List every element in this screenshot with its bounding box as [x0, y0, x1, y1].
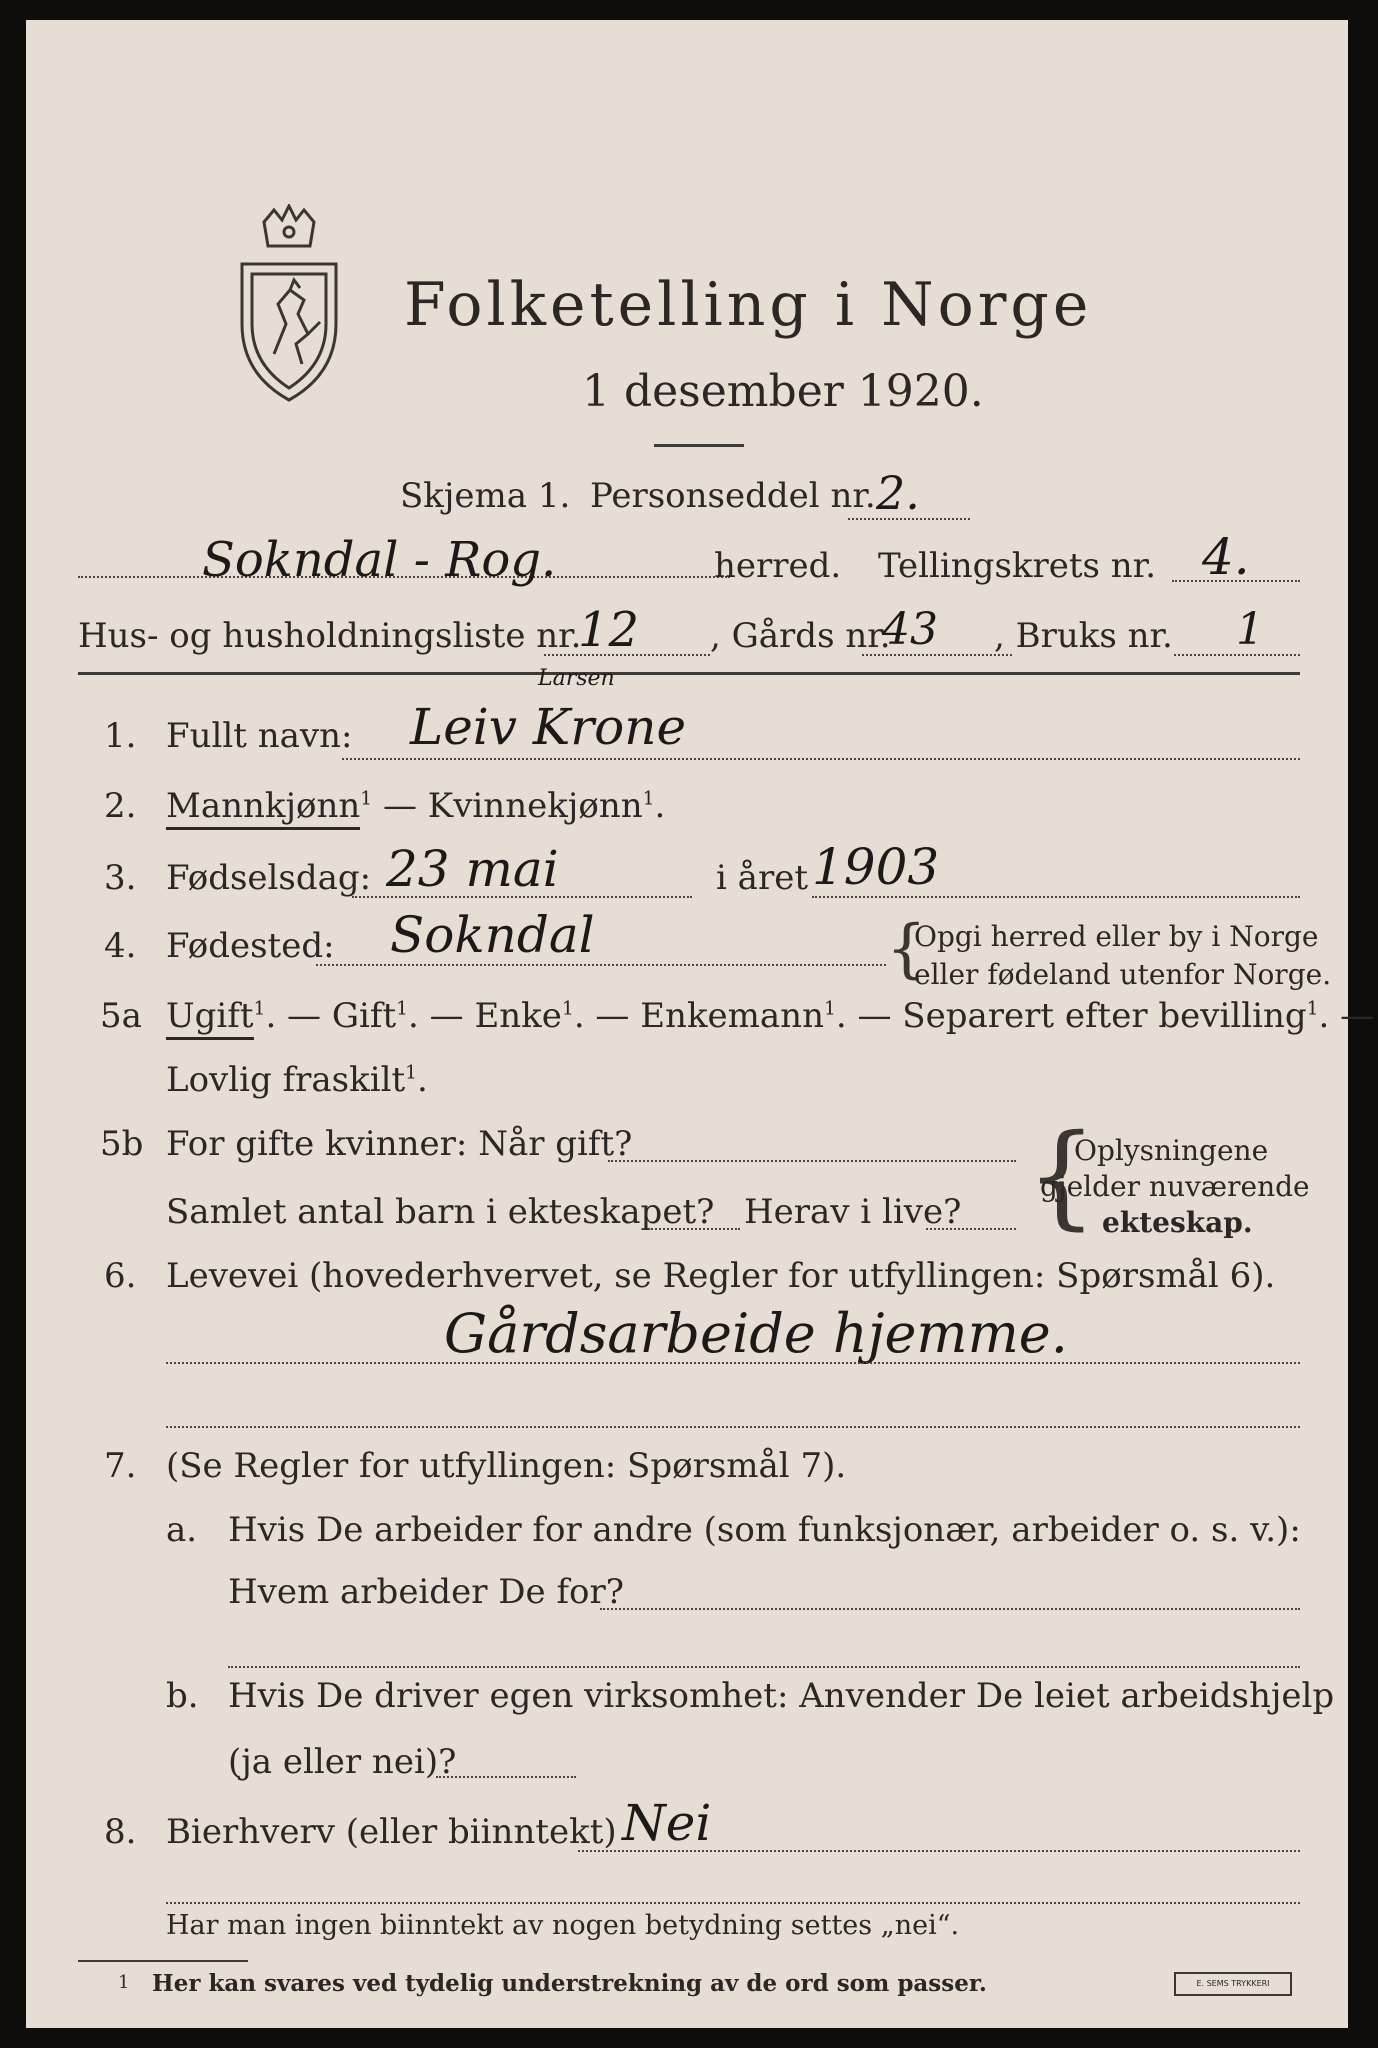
q7a-number: a. [166, 1510, 198, 1550]
q5b-married-when-dotline[interactable] [608, 1160, 1016, 1162]
male-option[interactable]: Mannkjønn [166, 786, 360, 830]
q3-label: Fødselsdag: [166, 858, 372, 898]
footer-note: Har man ingen biinntekt av nogen betydning settes „nei“. [166, 1910, 960, 1941]
q7-label: (Se Regler for utfyllingen: Spørsmål 7). [166, 1446, 847, 1486]
personseddel-label: Personseddel nr. [590, 476, 876, 516]
q7b-number: b. [166, 1676, 199, 1716]
q5b-children-label: Samlet antal barn i ekteskapet? [166, 1192, 715, 1232]
herred-label: herred. [714, 546, 842, 586]
q2-number: 2. [104, 786, 137, 826]
q3-year-label: i året [716, 858, 808, 898]
q7a-label: Hvis De arbeider for andre (som funksjonær, arbeider o. s. v.): [228, 1510, 1301, 1550]
q1-number: 1. [104, 716, 137, 756]
q5a-line1: Ugift$^1$. — Gift$^1$. — Enke$^1$. — Enkemann$^1$. — Separert efter bevilling$^1$. — [166, 996, 1374, 1036]
female-option[interactable]: — Kvinnekjønn [383, 786, 643, 826]
q7-number: 7. [104, 1446, 137, 1486]
q4-number: 4. [104, 926, 137, 966]
q4-note-line2: eller fødeland utenfor Norge. [914, 958, 1332, 991]
q5b-number: 5b [100, 1124, 144, 1164]
q7a-dotline2[interactable] [228, 1666, 1300, 1668]
header-separator [78, 672, 1300, 675]
occupation-value[interactable]: Gårdsarbeide hjemme. [444, 1302, 1068, 1365]
tellingskrets-label: Tellingskrets nr. [878, 546, 1157, 586]
q7b-dotline[interactable] [436, 1776, 576, 1778]
married-option[interactable]: . — Gift [265, 996, 397, 1036]
q7a-question: Hvem arbeider De for? [228, 1572, 624, 1612]
q5b-children-dotline[interactable] [648, 1228, 740, 1230]
q4-label: Fødested: [166, 926, 335, 966]
side-income-value[interactable]: Nei [622, 1794, 712, 1852]
q1-dotline [342, 758, 1300, 760]
title-divider [654, 444, 744, 447]
q7b-label: Hvis De driver egen virksomhet: Anvender De leiet arbeidshjelp [228, 1676, 1335, 1716]
q1-label: Fullt navn: [166, 716, 353, 756]
census-form-page [26, 20, 1375, 2028]
q3-number: 3. [104, 858, 137, 898]
gards-label: , Gårds nr. [710, 616, 891, 656]
unmarried-option[interactable]: Ugift [166, 996, 254, 1040]
q5b-note-line2: gjelder nuværende [1040, 1170, 1310, 1203]
widow-option[interactable]: . — Enke [408, 996, 562, 1036]
schema-label: Skjema 1. [400, 476, 571, 516]
q7b-question: (ja eller nei)? [228, 1742, 457, 1782]
footnote-number: 1 [118, 1972, 130, 1993]
q6-number: 6. [104, 1256, 137, 1296]
full-name-value[interactable]: Leiv Krone [410, 698, 687, 756]
gards-value[interactable]: 43 [882, 604, 938, 655]
personseddel-value[interactable]: 2. [876, 466, 920, 520]
q4-brace: { [886, 912, 927, 986]
bruks-value[interactable]: 1 [1236, 604, 1264, 655]
q8-label: Bierhverv (eller biinntekt) [166, 1812, 617, 1852]
q7a-dotline1[interactable] [600, 1608, 1300, 1610]
page-title: Folketelling i Norge [404, 270, 1093, 340]
q4-note-line1: Opgi herred eller by i Norge [914, 920, 1319, 953]
q5a-line2: Lovlig fraskilt$^1$. [166, 1060, 428, 1100]
footnote-text: Her kan svares ved tydelig understrekning av de ord som passer. [152, 1970, 987, 1997]
tellingskrets-value[interactable]: 4. [1202, 528, 1250, 586]
footnote-separator [78, 1960, 248, 1962]
bruks-label: , Bruks nr. [994, 616, 1173, 656]
q6-label: Levevei (hovederhvervet, se Regler for utfyllingen: Spørsmål 6). [166, 1256, 1276, 1296]
q5b-note-line1: Oplysningene [1074, 1134, 1269, 1167]
q5b-alive-dotline[interactable] [926, 1228, 1016, 1230]
census-date: 1 desember 1920. [582, 366, 984, 417]
q8-number: 8. [104, 1812, 137, 1852]
household-list-value[interactable]: 12 [578, 602, 640, 658]
q5b-married-when-label: For gifte kvinner: Når gift? [166, 1124, 633, 1164]
birthplace-value[interactable]: Sokndal [390, 906, 595, 964]
q1-insert[interactable]: Larsen [538, 666, 615, 691]
q5b-note-line3: ekteskap. [1102, 1206, 1253, 1239]
q4-dotline [316, 964, 886, 966]
herred-value[interactable]: Sokndal - Rog. [202, 532, 557, 588]
q6-dotline1 [166, 1362, 1300, 1364]
q8-dotline2 [166, 1902, 1300, 1904]
q2-gender-line: Mannkjønn$^1$ — Kvinnekjønn$^1$. [166, 786, 665, 826]
household-list-label: Hus- og husholdningsliste nr. [78, 616, 582, 656]
q5b-alive-label: Herav i live? [744, 1192, 962, 1232]
birthdate-value[interactable]: 23 mai [386, 840, 559, 898]
q5a-number: 5a [100, 996, 142, 1036]
divorced-option[interactable]: Lovlig fraskilt [166, 1060, 406, 1100]
printer-stamp-text: E. SEMS TRYKKERI [1196, 1979, 1270, 1988]
separated-option[interactable]: . — Separert efter bevilling [835, 996, 1307, 1036]
widower-option[interactable]: . — Enkemann [573, 996, 824, 1036]
birth-year-value[interactable]: 1903 [812, 838, 940, 896]
printer-stamp [1174, 1972, 1292, 1996]
coat-of-arms-icon [234, 204, 344, 404]
q6-dotline2[interactable] [166, 1426, 1300, 1428]
q5b-brace: { [1026, 1111, 1098, 1241]
q3-year-dotline [812, 896, 1300, 898]
